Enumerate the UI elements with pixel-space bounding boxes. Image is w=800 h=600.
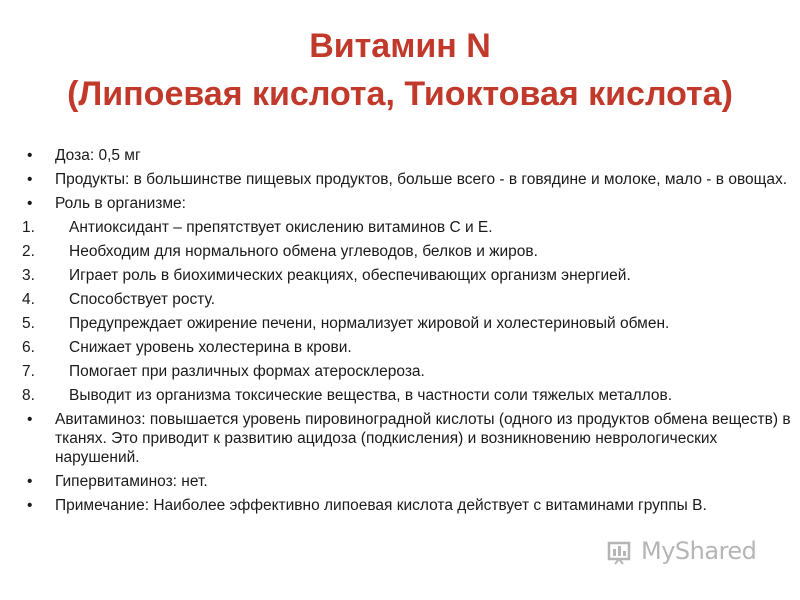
numbered-item [22,362,794,381]
item-text: Доза: 0,5 мг [55,147,141,164]
watermark [607,537,756,565]
item-text: Необходим для нормального обмена углеводов, белков и жиров. [69,243,538,260]
number-marker: 1. [22,219,35,236]
item-text: Продукты: в большинстве пищевых продуктов, больше всего - в говядине и молоке, мало - в овощах. [55,171,788,188]
watermark-text: MyShared [641,537,757,565]
number-marker: 8. [22,387,35,404]
number-marker: 3. [22,267,35,284]
number-marker: 6. [22,339,35,356]
numbered-item [22,338,794,357]
bullet-marker: • [27,497,33,514]
title-line-1: Витамин N [309,27,491,65]
numbered-item [22,242,794,261]
bullet-marker: • [27,195,33,212]
numbered-item [22,290,794,309]
item-text: Авитаминоз: повышается уровень пировиноградной кислоты (одного из продуктов обмена веществ) в тканях. Это приводит к развитию ацидоза (подкисления) и возникновению неврологических нарушений. [55,411,791,466]
slide-content [22,146,794,520]
list-item [22,194,794,213]
list-item [22,472,794,491]
numbered-item [22,314,794,333]
item-text: Антиоксидант – препятствует окислению витаминов С и Е. [69,219,493,236]
numbered-item [22,218,794,237]
numbered-item [22,266,794,285]
item-text: Гипервитаминоз: нет. [55,473,208,490]
item-text: Предупреждает ожирение печени, нормализует жировой и холестериновый обмен. [69,315,670,332]
bullet-marker: • [27,411,33,428]
bullet-marker: • [27,473,33,490]
number-marker: 7. [22,363,35,380]
number-marker: 2. [22,243,35,260]
item-text: Выводит из организма токсические вещества, в частности соли тяжелых металлов. [69,387,673,404]
item-text: Примечание: Наиболее эффективно липоевая кислота действует с витаминами группы В. [55,497,707,514]
item-text: Снижает уровень холестерина в крови. [69,339,352,356]
item-text: Играет роль в биохимических реакциях, обеспечивающих организм энергией. [69,267,631,284]
list-item [22,170,794,189]
list-item [22,410,794,467]
list-item [22,496,794,515]
title-line-2: (Липоевая кислота, Тиоктовая кислота) [67,75,733,113]
numbered-item [22,386,794,405]
item-text: Способствует росту. [69,291,216,308]
number-marker: 4. [22,291,35,308]
bullet-marker: • [27,171,33,188]
item-text: Помогает при различных формах атеросклероза. [69,363,425,380]
item-text: Роль в организме: [55,195,186,212]
slide-title [0,22,800,118]
bullet-marker: • [27,147,33,164]
myshared-logo-icon [607,537,635,565]
number-marker: 5. [22,315,35,332]
list-item [22,146,794,165]
